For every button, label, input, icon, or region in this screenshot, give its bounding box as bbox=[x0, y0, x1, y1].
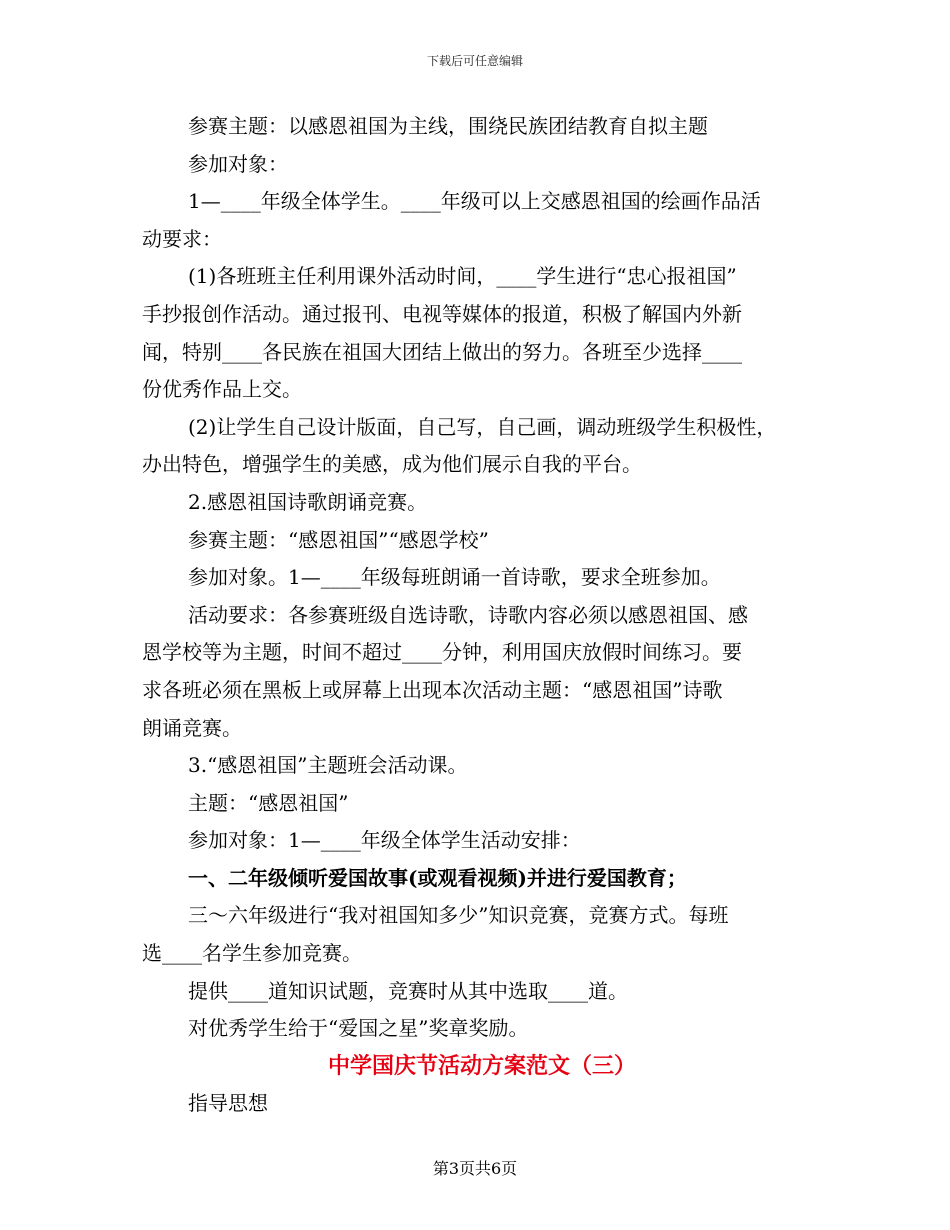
paragraph: 活动要求：各参赛班级自选诗歌，诗歌内容必须以感恩祖国、感 bbox=[188, 602, 748, 627]
document-body bbox=[142, 108, 822, 1123]
paragraph: 三～六年级进行“我对祖国知多少”知识竞赛，竞赛方式。每班 bbox=[188, 903, 729, 928]
paragraph: 3.“感恩祖国”主题班会活动课。 bbox=[188, 753, 468, 778]
paragraph: 求各班必须在黑板上或屏幕上出现本次活动主题：“感恩祖国”诗歌 bbox=[142, 677, 723, 702]
paragraph: 恩学校等为主题，时间不超过____分钟，利用国庆放假时间练习。要 bbox=[142, 640, 742, 665]
paragraph: 指导思想 bbox=[188, 1091, 268, 1116]
paragraph: 手抄报创作活动。通过报刊、电视等媒体的报道，积极了解国内外新 bbox=[142, 301, 742, 326]
paragraph: 选____名学生参加竞赛。 bbox=[142, 941, 362, 966]
paragraph: 闻，特别____各民族在祖国大团结上做出的努力。各班至少选择____ bbox=[142, 339, 742, 364]
paragraph: 参赛主题：以感恩祖国为主线，围绕民族团结教育自拟主题 bbox=[188, 114, 708, 138]
paragraph: (2)让学生自己设计版面，自己写，自己画，调动班级学生积极性， bbox=[188, 414, 777, 439]
paragraph: 办出特色，增强学生的美感，成为他们展示自我的平台。 bbox=[142, 452, 642, 477]
paragraph: 参加对象：1—____年级全体学生活动安排： bbox=[188, 828, 581, 853]
paragraph: 1—____年级全体学生。____年级可以上交感恩祖国的绘画作品活 bbox=[188, 189, 761, 214]
paragraph: 提供____道知识试题，竞赛时从其中选取____道。 bbox=[188, 978, 628, 1003]
paragraph: 份优秀作品上交。 bbox=[142, 377, 302, 402]
paragraph: 动要求： bbox=[142, 226, 222, 251]
paragraph: 参赛主题：“感恩祖国”“感恩学校” bbox=[188, 527, 489, 552]
paragraph: 朗诵竞赛。 bbox=[142, 715, 242, 740]
page-footer: 第3页共6页 bbox=[432, 1159, 518, 1178]
page-header: 下载后可任意编辑 bbox=[426, 54, 523, 68]
paragraph: 参加对象。1—____年级每班朗诵一首诗歌，要求全班参加。 bbox=[188, 565, 721, 590]
paragraph: (1)各班班主任利用课外活动时间，____学生进行“忠心报祖国” bbox=[188, 264, 737, 289]
paragraph: 对优秀学生给于“爱国之星”奖章奖励。 bbox=[188, 1016, 529, 1041]
paragraph: 主题：“感恩祖国” bbox=[188, 790, 349, 815]
paragraph: 参加对象： bbox=[188, 151, 288, 176]
paragraph-bold: 一、二年级倾听爱国故事(或观看视频)并进行爱国教育； bbox=[188, 865, 687, 890]
section-heading: 中学国庆节活动方案范文（三） bbox=[327, 1052, 636, 1079]
paragraph: 2.感恩祖国诗歌朗诵竞赛。 bbox=[188, 489, 428, 514]
